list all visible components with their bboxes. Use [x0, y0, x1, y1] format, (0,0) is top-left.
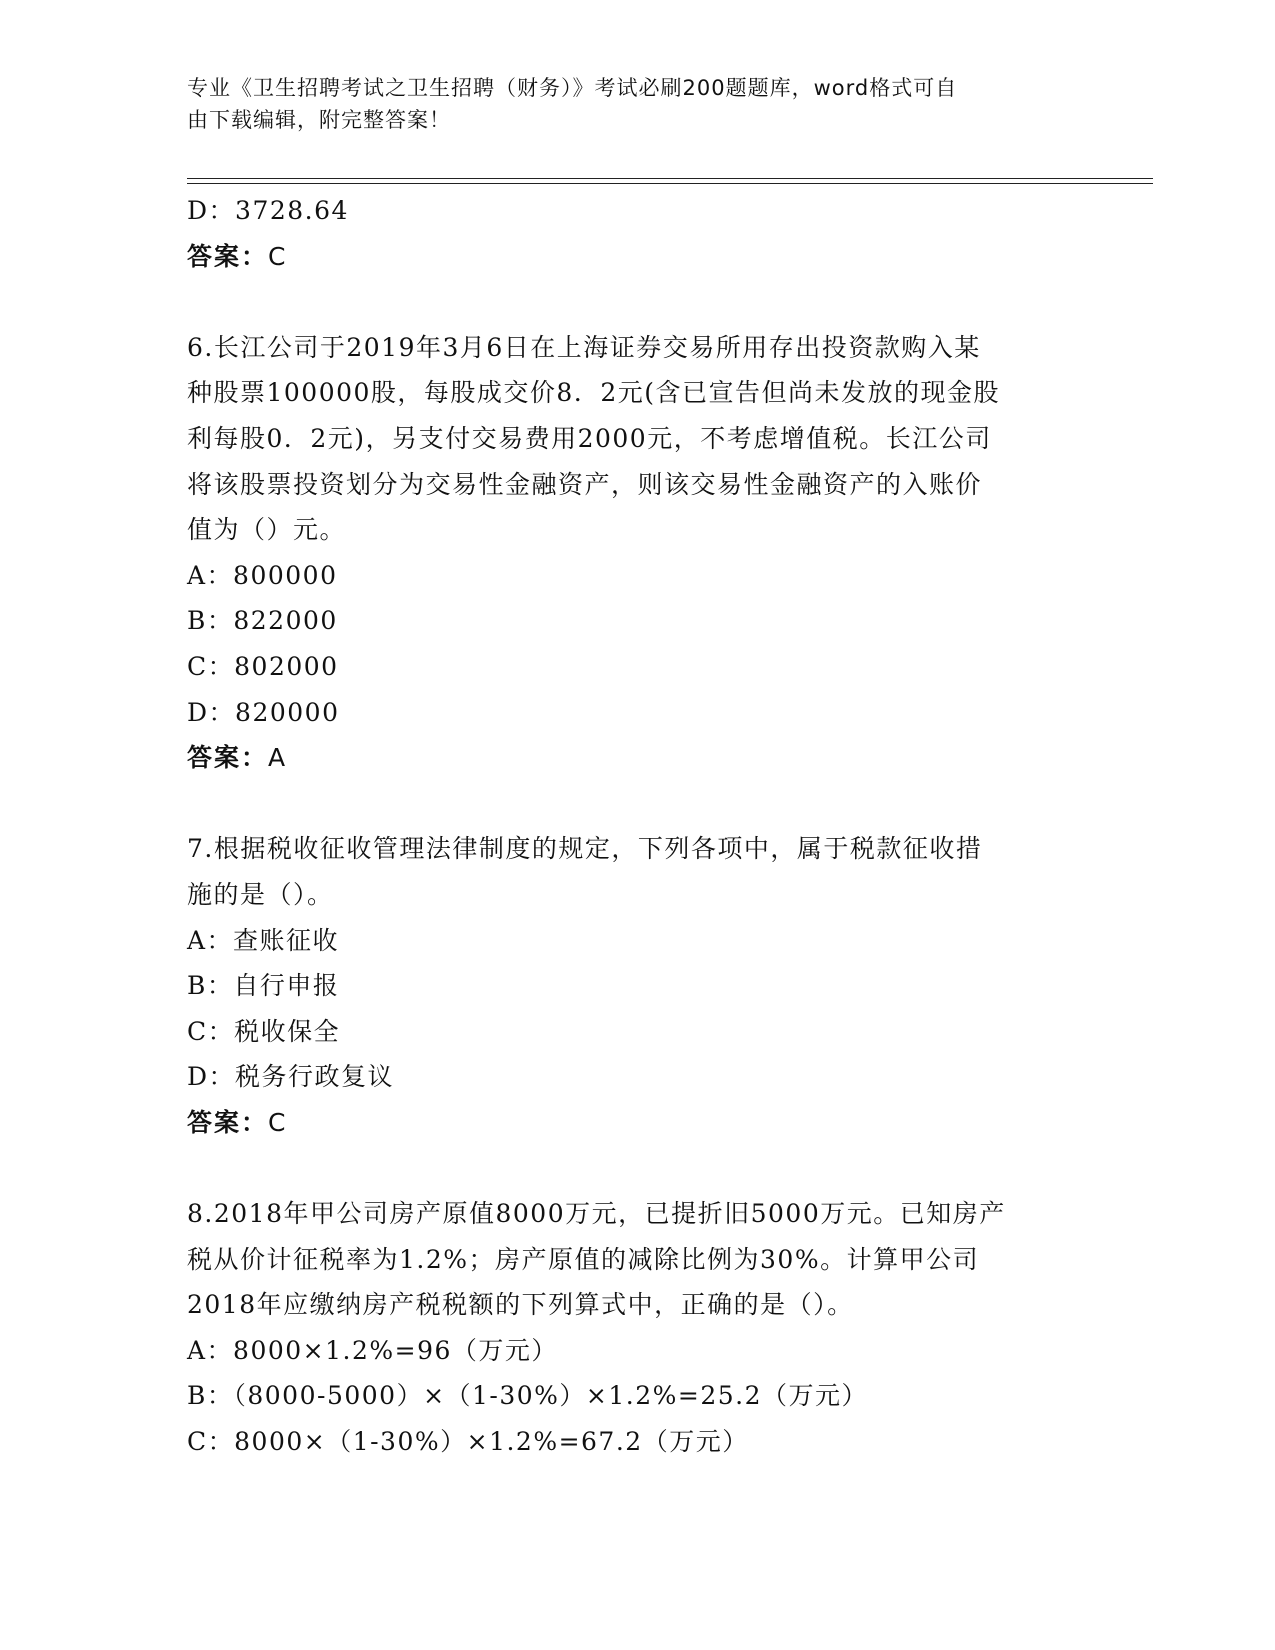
question-text-line: 6.长江公司于2019年3月6日在上海证券交易所用存出投资款购入某 — [187, 332, 981, 362]
answer — [187, 735, 1087, 781]
header-rule-top — [187, 178, 1153, 179]
document-body — [187, 188, 1087, 1465]
answer-label: 答案： — [187, 1107, 269, 1137]
question-text-line: 施的是（）。 — [187, 879, 334, 909]
option-d: D：820000 — [187, 697, 340, 727]
question-text-line: 利每股0．2元)，另支付交易费用2000元，不考虑增值税。长江公司 — [187, 423, 992, 453]
option-a: A：8000×1.2%=96（万元） — [187, 1335, 558, 1365]
answer — [187, 1100, 1087, 1146]
question-text-line: 税从价计征税率为1.2%；房产原值的减除比例为30%。计算甲公司 — [187, 1244, 980, 1274]
page-header — [187, 72, 1067, 136]
question-8 — [187, 1191, 1087, 1465]
answer-value: C — [268, 1107, 288, 1137]
question-text-line: 2018年应缴纳房产税税额的下列算式中，正确的是（）。 — [187, 1290, 854, 1320]
answer-label: 答案： — [187, 241, 269, 271]
answer — [187, 234, 1087, 280]
option-c: C：8000×（1-30%）×1.2%=67.2（万元） — [187, 1427, 749, 1457]
option-b: B：自行申报 — [187, 971, 340, 1001]
option-c: C：税收保全 — [187, 1016, 341, 1046]
question-text-line: 将该股票投资划分为交易性金融资产，则该交易性金融资产的入账价 — [187, 469, 983, 499]
answer-label: 答案： — [187, 743, 269, 773]
answer-value: A — [268, 743, 288, 773]
question-text-line: 值为（）元。 — [187, 515, 347, 545]
answer-value: C — [268, 241, 288, 271]
option-a: A：查账征收 — [187, 925, 340, 955]
option-b: B：（8000-5000）×（1-30%）×1.2%=25.2（万元） — [187, 1381, 869, 1411]
option-b: B：822000 — [187, 606, 338, 636]
option-d: D：税务行政复议 — [187, 1062, 395, 1092]
question-text-line: 7.根据税收征收管理法律制度的规定，下列各项中，属于税款征收措 — [187, 834, 983, 864]
question-text-line: 种股票100000股，每股成交价8．2元(含已宣告但尚未发放的现金股 — [187, 378, 1001, 408]
question-text-line: 8.2018年甲公司房产原值8000万元，已提折旧5000万元。已知房产 — [187, 1199, 1006, 1229]
option-d: D：3728.64 — [187, 196, 349, 225]
question-7 — [187, 826, 1087, 1145]
header-line-1: 专业《卫生招聘考试之卫生招聘（财务）》考试必刷200题题库，word格式可自 — [187, 76, 958, 100]
question-6 — [187, 325, 1087, 781]
header-line-2: 由下载编辑，附完整答案！ — [187, 108, 451, 132]
option-c: C：802000 — [187, 651, 339, 681]
option-a: A：800000 — [187, 560, 338, 590]
previous-question-tail — [187, 188, 1087, 279]
header-rule-bottom — [187, 183, 1153, 184]
